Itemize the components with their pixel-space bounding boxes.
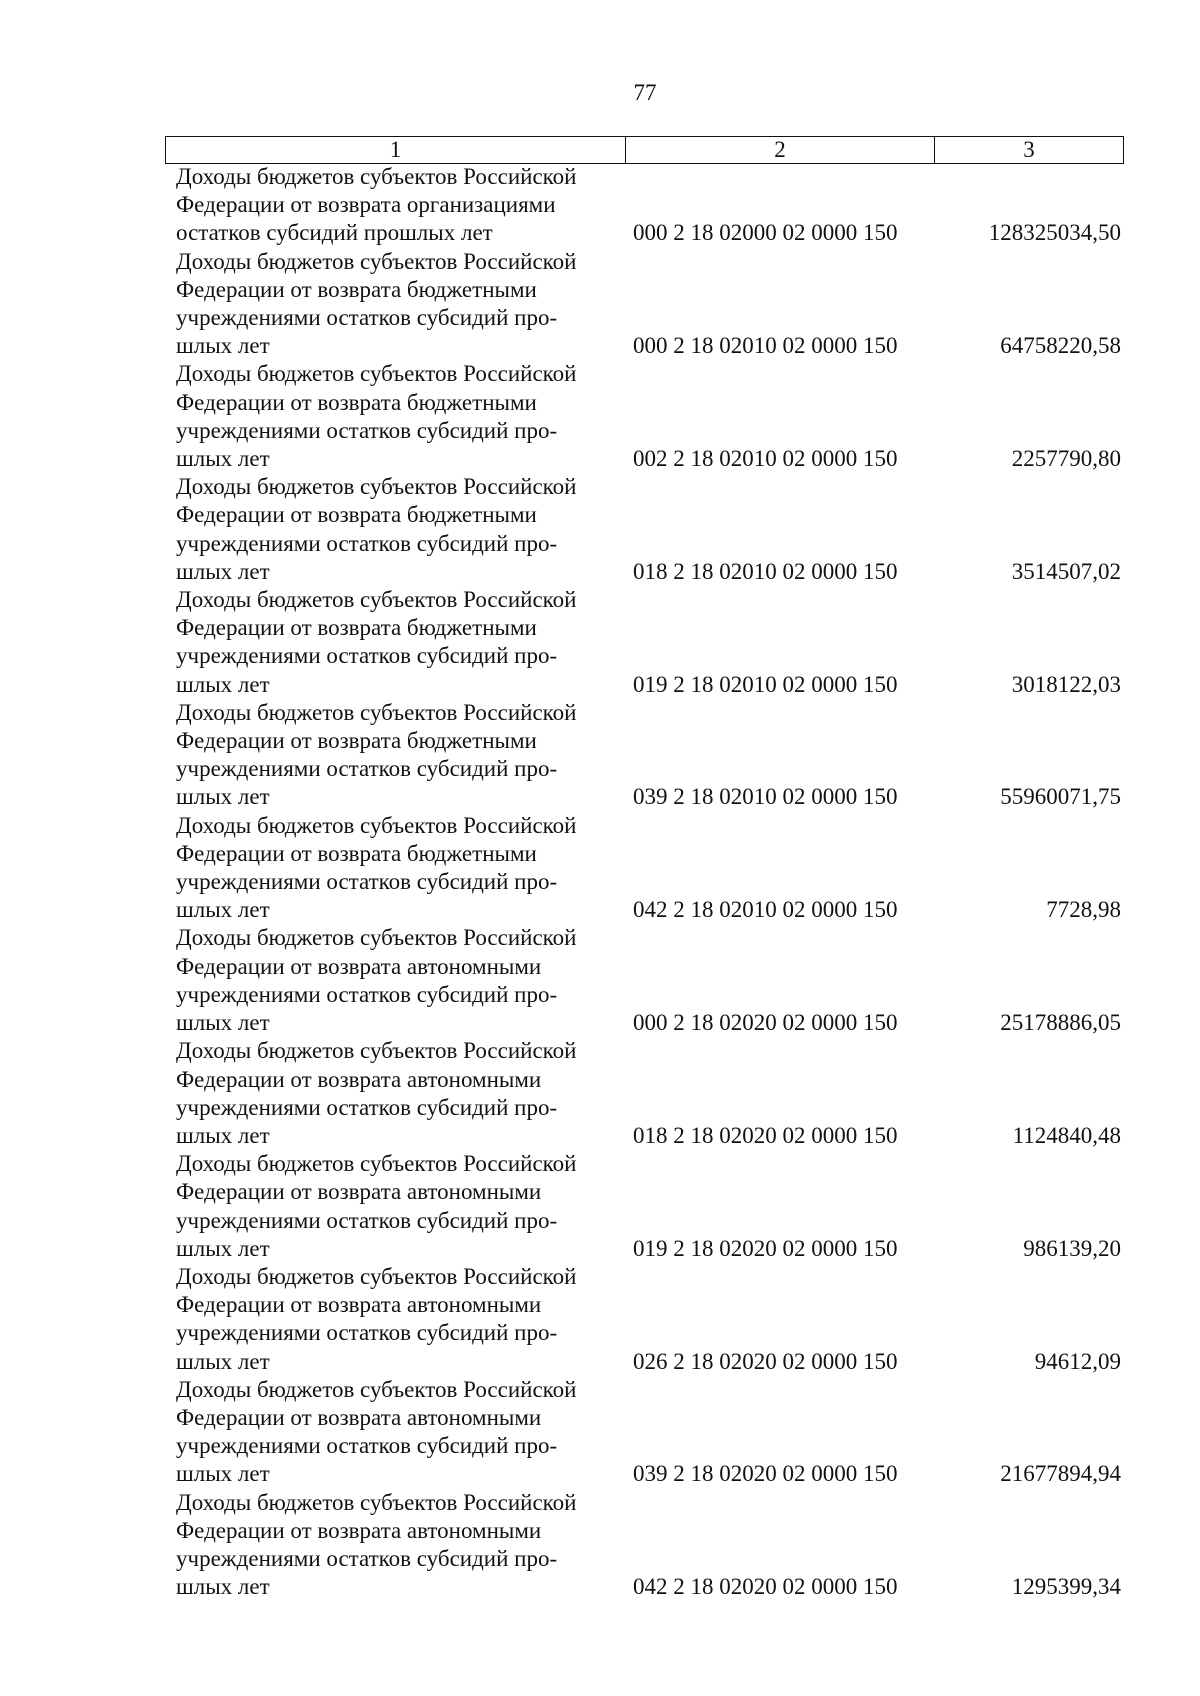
description-line: Доходы бюджетов субъектов Российской: [176, 699, 577, 725]
row-code: 000 2 18 02020 02 0000 150: [633, 1010, 898, 1036]
description-line: шлых лет: [176, 784, 270, 810]
description-line: шлых лет: [176, 1574, 270, 1600]
description-line: Доходы бюджетов субъектов Российской: [176, 812, 577, 838]
description-line: шлых лет: [176, 558, 270, 584]
description-line: остатков субсидий прошлых лет: [176, 220, 493, 246]
description-line: Федерации от возврата бюджетными: [176, 728, 537, 754]
table-header: [165, 136, 1124, 164]
row-description: [176, 1150, 617, 1263]
table-row: [176, 360, 1124, 473]
description-line: Федерации от возврата бюджетными: [176, 389, 537, 415]
table-body: [176, 163, 1124, 1601]
description-line: Доходы бюджетов субъектов Российской: [176, 248, 577, 274]
table-row: [176, 924, 1124, 1037]
row-amount: 94612,09: [1034, 1348, 1121, 1374]
row-amount: 21677894,94: [1000, 1461, 1121, 1487]
table-row: [176, 1037, 1124, 1150]
table-row: [176, 1489, 1124, 1602]
row-description: [176, 248, 617, 361]
row-description: [176, 699, 617, 812]
description-line: учреждениями остатков субсидий про-: [176, 1207, 558, 1233]
row-amount: 1124840,48: [1012, 1122, 1121, 1148]
row-amount: 25178886,05: [1000, 1010, 1121, 1036]
row-description: [176, 1489, 617, 1602]
table-row: [176, 248, 1124, 361]
row-code: 019 2 18 02020 02 0000 150: [633, 1235, 898, 1261]
row-description: [176, 1263, 617, 1376]
row-code: 002 2 18 02010 02 0000 150: [633, 446, 898, 472]
description-line: шлых лет: [176, 1461, 270, 1487]
description-line: Доходы бюджетов субъектов Российской: [176, 1151, 577, 1177]
row-amount: 3514507,02: [1011, 558, 1121, 584]
header-col-2: 2: [626, 137, 935, 163]
description-line: шлых лет: [176, 1122, 270, 1148]
row-amount: 1295399,34: [1011, 1574, 1121, 1600]
row-description: [176, 1037, 617, 1150]
description-line: Федерации от возврата автономными: [176, 1066, 542, 1092]
table-row: [176, 699, 1124, 812]
row-description: [176, 924, 617, 1037]
description-line: учреждениями остатков субсидий про-: [176, 756, 558, 782]
description-line: учреждениями остатков субсидий про-: [176, 1320, 558, 1346]
description-line: Федерации от возврата бюджетными: [176, 502, 537, 528]
description-line: Федерации от возврата бюджетными: [176, 840, 537, 866]
row-description: [176, 360, 617, 473]
table-row: [176, 586, 1124, 699]
row-amount: 986139,20: [1023, 1235, 1121, 1261]
description-line: шлых лет: [176, 333, 270, 359]
page-number: 77: [633, 80, 657, 105]
description-line: Доходы бюджетов субъектов Российской: [176, 1376, 577, 1402]
row-amount: 7728,98: [1046, 897, 1121, 923]
description-line: Федерации от возврата бюджетными: [176, 615, 537, 641]
table-row: [176, 473, 1124, 586]
row-code: 039 2 18 02020 02 0000 150: [633, 1461, 898, 1487]
description-line: учреждениями остатков субсидий про-: [176, 530, 558, 556]
table-row: [176, 1376, 1124, 1489]
row-code: 000 2 18 02000 02 0000 150: [633, 220, 898, 246]
row-amount: 2257790,80: [1011, 446, 1121, 472]
row-amount: 3018122,03: [1011, 671, 1121, 697]
description-line: учреждениями остатков субсидий про-: [176, 1094, 558, 1120]
row-description: [176, 163, 617, 248]
description-line: учреждениями остатков субсидий про-: [176, 417, 558, 443]
description-line: учреждениями остатков субсидий про-: [176, 1545, 558, 1571]
description-line: Федерации от возврата организациями: [176, 192, 556, 218]
header-col-1: 1: [166, 137, 626, 163]
table-row: [176, 1150, 1124, 1263]
row-code: 018 2 18 02020 02 0000 150: [633, 1122, 898, 1148]
row-description: [176, 473, 617, 586]
row-amount: 128325034,50: [988, 220, 1121, 246]
description-line: Федерации от возврата автономными: [176, 1517, 542, 1543]
description-line: шлых лет: [176, 1235, 270, 1261]
row-code: 019 2 18 02010 02 0000 150: [633, 671, 898, 697]
description-line: учреждениями остатков субсидий про-: [176, 981, 558, 1007]
description-line: Федерации от возврата автономными: [176, 953, 542, 979]
description-line: Федерации от возврата автономными: [176, 1404, 542, 1430]
row-description: [176, 1376, 617, 1489]
table-row: [176, 1263, 1124, 1376]
description-line: шлых лет: [176, 671, 270, 697]
row-amount: 64758220,58: [1000, 333, 1121, 359]
row-code: 042 2 18 02010 02 0000 150: [633, 897, 898, 923]
description-line: шлых лет: [176, 1348, 270, 1374]
description-line: шлых лет: [176, 1010, 270, 1036]
header-col-3: 3: [1023, 137, 1035, 162]
description-line: Федерации от возврата бюджетными: [176, 276, 537, 302]
row-code: 018 2 18 02010 02 0000 150: [633, 558, 898, 584]
row-code: 000 2 18 02010 02 0000 150: [633, 333, 898, 359]
description-line: учреждениями остатков субсидий про-: [176, 1433, 558, 1459]
description-line: Доходы бюджетов субъектов Российской: [176, 925, 577, 951]
description-line: Доходы бюджетов субъектов Российской: [176, 474, 577, 500]
table-row: [176, 812, 1124, 925]
row-code: 039 2 18 02010 02 0000 150: [633, 784, 898, 810]
description-line: Федерации от возврата автономными: [176, 1179, 542, 1205]
description-line: Доходы бюджетов субъектов Российской: [176, 1489, 577, 1515]
row-description: [176, 586, 617, 699]
description-line: Федерации от возврата автономными: [176, 1292, 542, 1318]
description-line: учреждениями остатков субсидий про-: [176, 305, 558, 331]
description-line: Доходы бюджетов субъектов Российской: [176, 1263, 577, 1289]
description-line: Доходы бюджетов субъектов Российской: [176, 587, 577, 613]
table-row: [176, 163, 1124, 248]
row-description: [176, 812, 617, 925]
row-code: 026 2 18 02020 02 0000 150: [633, 1348, 898, 1374]
description-line: шлых лет: [176, 446, 270, 472]
description-line: Доходы бюджетов субъектов Российской: [176, 164, 577, 189]
description-line: Доходы бюджетов субъектов Российской: [176, 1038, 577, 1064]
description-line: учреждениями остатков субсидий про-: [176, 869, 558, 895]
row-amount: 55960071,75: [1000, 784, 1121, 810]
description-line: шлых лет: [176, 897, 270, 923]
row-code: 042 2 18 02020 02 0000 150: [633, 1574, 898, 1600]
description-line: Доходы бюджетов субъектов Российской: [176, 361, 577, 387]
description-line: учреждениями остатков субсидий про-: [176, 643, 558, 669]
